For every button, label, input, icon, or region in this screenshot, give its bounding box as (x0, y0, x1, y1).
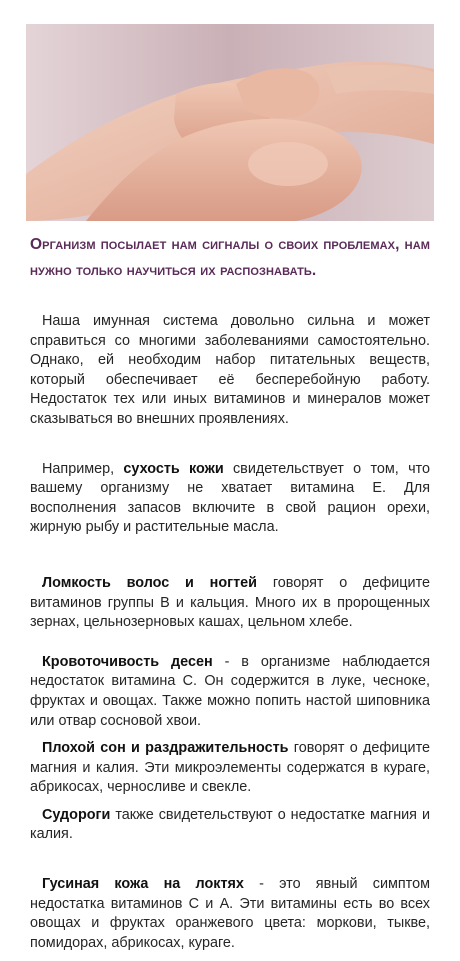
paragraph-brittle-hair: Ломкость волос и ногтей говорят о дефиците витаминов группы В и кальция. Много их в пророщенных зернах, цельнозерновых кашах, цельном хлебе. (30, 574, 431, 631)
paragraph-goosebumps: Гусиная кожа на локтях - это явный симптом недостатка витаминов С и А. Эти витамины есть во всех овощах и фруктах оранжевого цвета: моркови, тыкве, помидорах, абрикосах, кураге. (30, 876, 430, 951)
paragraph-intro: Наша имунная система довольно сильна и может справиться со многими заболеваниями самостоятельно. Однако, ей необходим набор питательных веществ, который обеспечивает её бесперебойную работу. Недостаток тех или иных витаминов и минералов может сказываться во внешних проявлениях. (30, 313, 430, 427)
article-body (30, 312, 430, 961)
keyword-gums: Кровоточивость десен (42, 653, 213, 670)
hands-illustration (26, 24, 434, 221)
keyword-sleep: Плохой сон и раздражительность (42, 740, 289, 757)
paragraph-cramps: Судороги также свидетельствуют о недостатке магния и калия. (30, 806, 430, 843)
paragraph-gums: Кровоточивость десен - в организме наблюдается недостаток витамина С. Он содержится в луке, чесноке, фруктах и овощах. Также можно попить настой шиповника или отвар сосновой хвои. (30, 653, 430, 729)
keyword-dry-skin: сухость кожи (123, 460, 224, 477)
keyword-brittle-hair: Ломкость волос и ногтей (42, 574, 258, 591)
keyword-goosebumps: Гусиная кожа на локтях (42, 876, 244, 893)
headline: Организм посылает нам сигналы о своих проблемах, нам нужно только научиться их распознавать. (30, 236, 430, 279)
paragraph-dry-skin: Например, сухость кожи свидетельствует о том, что вашему организму не хватает витамина Е. Для восполнения запасов включите в свой рацион орехи, жирную рыбу и растительные масла. (30, 460, 430, 536)
hands-massage-photo (26, 24, 434, 221)
keyword-cramps: Судороги (42, 806, 111, 823)
paragraph-sleep: Плохой сон и раздражительность говорят о дефиците магния и калия. Эти микроэлементы содержатся в кураге, абрикосах, черносливе и свекле. (30, 740, 430, 796)
